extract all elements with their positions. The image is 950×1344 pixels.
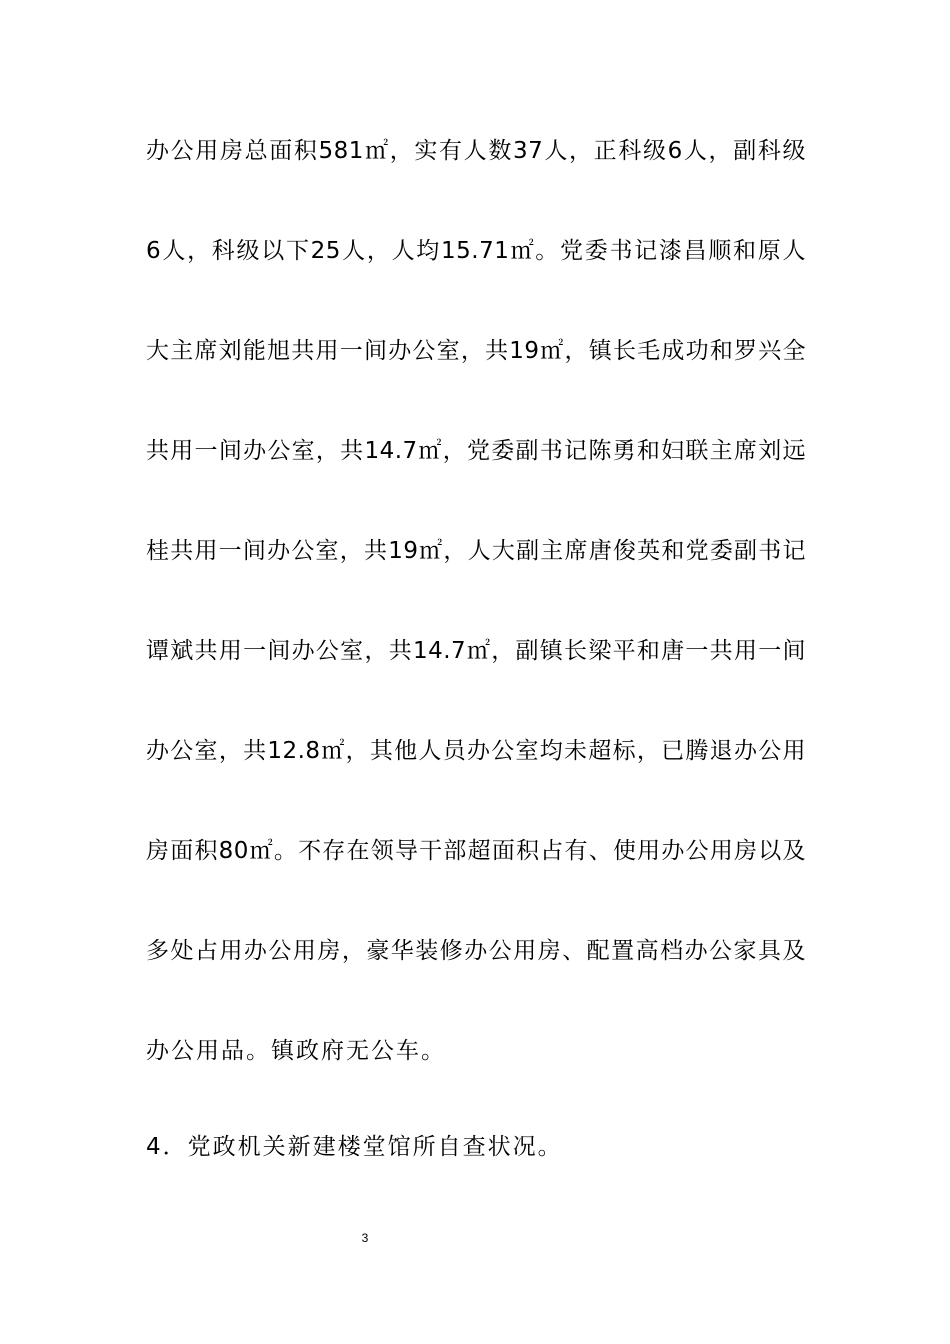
paragraph-line-8: 房面积80㎡。不存在领导干部超面积占有、使用办公用房以及 bbox=[146, 838, 806, 864]
section-heading: 4．党政机关新建楼堂馆所自查状况。 bbox=[146, 1134, 563, 1160]
paragraph-line-1: 办公用房总面积581㎡，实有人数37人，正科级6人，副科级 bbox=[146, 138, 806, 164]
paragraph-line-6: 谭斌共用一间办公室，共14.7㎡，副镇长梁平和唐一共用一间 bbox=[146, 638, 806, 664]
paragraph-line-7: 办公室，共12.8㎡，其他人员办公室均未超标，已腾退办公用 bbox=[146, 738, 806, 764]
paragraph-line-3: 大主席刘能旭共用一间办公室，共19㎡，镇长毛成功和罗兴全 bbox=[146, 338, 806, 364]
paragraph-line-9: 多处占用办公用房，豪华装修办公用房、配置高档办公家具及 bbox=[146, 938, 806, 964]
page-number: 3 bbox=[361, 1231, 369, 1245]
paragraph-line-4: 共用一间办公室，共14.7㎡，党委副书记陈勇和妇联主席刘远 bbox=[146, 438, 806, 464]
paragraph-line-2: 6人，科级以下25人，人均15.71㎡。党委书记漆昌顺和原人 bbox=[146, 238, 806, 264]
paragraph-line-5: 桂共用一间办公室，共19㎡，人大副主席唐俊英和党委副书记 bbox=[146, 538, 806, 564]
paragraph-line-10: 办公用品。镇政府无公车。 bbox=[146, 1038, 446, 1064]
